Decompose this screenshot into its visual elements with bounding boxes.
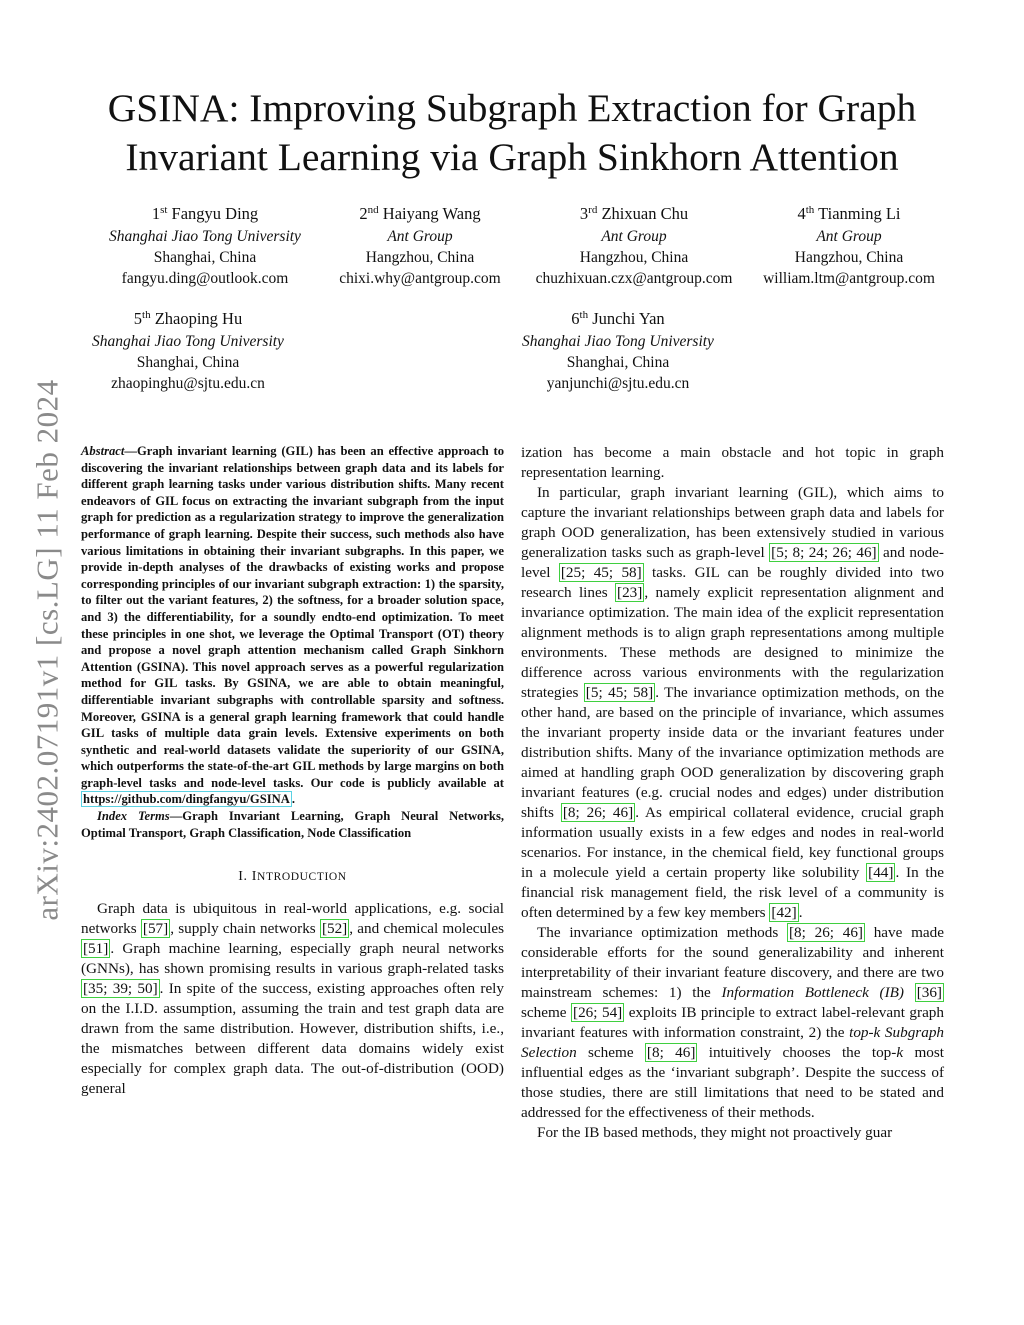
author-location: Shanghai, China (136, 354, 240, 371)
author-location: Hangzhou, China (365, 249, 475, 266)
right-column (521, 443, 944, 1143)
citation-link[interactable]: [35; 39; 50] (83, 980, 158, 998)
author-location: Shanghai, China (153, 249, 257, 266)
abstract-label: Abstract (81, 444, 125, 458)
citation-link[interactable]: [5; 45; 58] (585, 684, 654, 701)
intro-paragraph-2: In particular, graph invariant learning (GIL), which aims to capture the invariant relationships between graph data and labels for graph OOD generalization, has been extensively studied in various generalization tasks such as graph-level [5; 8; 24; 26; 46] and node-level [25; 45; 58] tasks. GIL can be roughly divided into two research lines [23] , namely explicit representation alignment and invariance optimization. The main idea of the explicit representation alignment methods is to align graph representations among multiple environments. These methods are designed to minimize the difference across various environments with the regularization strategies [5; 45; 58] . The invariance optimization methods, on the other hand, are based on the principle of invariance, which assumes the invariant property inside data or the invariant features under distribution shifts. Many of the invariance optimization methods are aimed at handling graph OOD generalization by discovering graph invariant features (e.g. crucial nodes and edges) under distribution shifts [8; 26; 46] . As empirical collateral evidence, crucial graph information usually exists in a few edges and nodes in real-world scenarios. For instance, in the chemical field, key functional groups in a molecule yield a certain property like solubility [44] . In the financial risk management field, the risk level of a community is often determined by a few key members [42] . (521, 484, 945, 921)
author-email: fangyu.ding@outlook.com (121, 270, 289, 287)
section-heading: I. INTRODUCTION (238, 869, 347, 885)
author-block-2 (339, 203, 501, 289)
author-email: chuzhixuan.czx@antgroup.com (535, 270, 733, 287)
citation-link[interactable]: [36] (916, 984, 942, 1001)
citation-link[interactable]: [5; 8; 24; 26; 46] (771, 544, 877, 561)
citation-link[interactable]: [8; 26; 46] (789, 924, 863, 941)
citation-link[interactable]: [42] (771, 904, 797, 921)
author-block-4 (763, 203, 935, 289)
author-affiliation: Shanghai Jiao Tong University (92, 333, 284, 350)
citation-link[interactable]: [26; 54] (573, 1004, 623, 1021)
abstract-text: —Graph invariant learning (GIL) has been an effective approach to discovering the invariant relationships between graph data and its labels for different graph learning tasks under various distribution shifts. Many recent endeavors of GIL focus on extracting the invariant subgraph from the input graph for prediction as a regularization strategy to improve the generalization performance of graph learning. Despite their success, such methods also have various limitations in obtaining their invariant subgraphs. In this paper, we provide in-depth analyses of the drawbacks of existing works and propose corresponding principles of our invariant subgraph extraction: 1) the sparsity, to filter out the variant features, 2) the softness, for a broader solution space, and 3) the differentiability, for a soundly endto-end optimization. To meet these principles in one shot, we leverage the Optimal Transport (OT) theory and propose a novel graph attention mechanism called Graph Sinkhorn Attention (GSINA). This novel approach serves as a powerful regularization method for GIL tasks. By GSINA, we are able to obtain meaningful, differentiable invariant subgraphs with controllable sparsity and softness. Moreover, GSINA is a general graph learning framework that could handle GIL tasks of multiple data grain levels. Extensive experiments on both synthetic and real-world datasets validate the superiority of our GSINA, which outperforms the state-of-the-art GIL methods by large margins on both graph-level tasks and node-level tasks. Our code is publicly available at (81, 444, 504, 790)
intro-paragraph-4: For the IB based methods, they might not proactively guar (537, 1124, 893, 1141)
author-affiliation: Shanghai Jiao Tong University (109, 228, 301, 245)
author-affiliation: Ant Group (601, 228, 667, 245)
abstract: Abstract—Graph invariant learning (GIL) has been an effective approach to discovering the invariant relationships between graph data and its labels for different graph learning tasks under various distribution shifts. Many recent endeavors of GIL focus on extracting the invariant subgraph from the input graph for prediction as a regularization strategy to improve the generalization performance of graph learning. Despite their success, such methods also have various limitations in obtaining their invariant subgraphs. In this paper, we provide in-depth analyses of the drawbacks of existing works and propose corresponding principles of our invariant subgraph extraction: 1) the sparsity, to filter out the variant features, 2) the softness, for a broader solution space, and 3) the differentiability, for a soundly endto-end optimization. To meet these principles in one shot, we leverage the Optimal Transport (OT) theory and propose a novel graph attention mechanism called Graph Sinkhorn Attention (GSINA). This novel approach serves as a powerful regularization method for GIL tasks. By GSINA, we are able to obtain meaningful, differentiable invariant subgraphs with controllable sparsity and softness. Moreover, GSINA is a general graph learning framework that could handle GIL tasks of multiple data grain levels. Extensive experiments on both synthetic and real-world datasets validate the superiority of our GSINA, which outperforms the state-of-the-art GIL methods by large margins on both graph-level tasks and node-level tasks. Our code is publicly available at https://github.com/dingfangyu/GSINA . (81, 444, 504, 807)
author-location: Shanghai, China (566, 354, 670, 371)
code-link[interactable]: https://github.com/dingfangyu/GSINA (83, 792, 290, 807)
citation-link[interactable]: [52] (321, 920, 348, 938)
author-name: 6th Junchi Yan (571, 309, 665, 328)
intro-paragraph-1: Graph data is ubiquitous in real-world applications, e.g. social networks [57] , supply chain networks [52] , and chemical molecules [51] . Graph machine learning, especially graph neural networks (GNNs), has shown promising results in various graph-related tasks [35; 39; 50] . In spite of the success, existing approaches often rely on the I.I.D. assumption, assuming the train and test graph data are drawn from the same distribution. However, distribution shifts, i.e., the mismatches between different data domains widely exist especially for complex graph data. The out-of-distribution (OOD) general (81, 900, 504, 1098)
author-name: 3rd Zhixuan Chu (579, 204, 689, 223)
author-email: yanjunchi@sjtu.edu.cn (546, 375, 690, 392)
citation-link[interactable]: [8; 46] (646, 1044, 696, 1061)
author-affiliation: Ant Group (816, 228, 882, 245)
author-email: zhaopinghu@sjtu.edu.cn (111, 375, 265, 392)
author-location: Hangzhou, China (579, 249, 689, 266)
citation-link[interactable]: [23] (617, 584, 643, 601)
intro-paragraph-3: The invariance optimization methods [8; 26; 46] have made considerable efforts for the sound generalizability and inherent interpretability of their invariant feature discovery, and there are two mainstream schemes: 1) the Information Bottleneck (IB) [36] scheme [26; 54] exploits IB principle to extract label-relevant graph invariant features with information constraint, 2) the top-k Subgraph Selection scheme [8; 46] intuitively chooses the top-k most influential edges as the ‘invariant subgraph’. Despite the success of those studies, there are still limitations that need to be stated and addressed for the effectiveness of their methods. (521, 924, 945, 1121)
author-name: 5th Zhaoping Hu (133, 309, 243, 328)
author-email: chixi.why@antgroup.com (339, 270, 501, 287)
citation-link[interactable]: [51] (83, 940, 109, 958)
arxiv-identifier-text: arXiv:2402.07191v1 [cs.LG] 11 Feb 2024 (30, 379, 65, 921)
author-email: william.ltm@antgroup.com (763, 270, 935, 287)
left-column (81, 443, 504, 1099)
index-terms-label: Index Terms (97, 809, 170, 824)
citation-link[interactable]: [57] (142, 920, 169, 938)
arxiv-identifier-stamp (28, 355, 68, 945)
author-affiliation: Shanghai Jiao Tong University (522, 333, 714, 350)
author-name: 1st Fangyu Ding (151, 204, 259, 223)
index-terms (81, 808, 504, 841)
citation-link[interactable]: [44] (868, 864, 894, 881)
intro-paragraph-1-continued: ization has become a main obstacle and hot topic in graph representation learning. (521, 444, 944, 481)
author-location: Hangzhou, China (794, 249, 904, 266)
author-block-5 (92, 308, 284, 394)
author-name: 4th Tianming Li (797, 204, 901, 223)
citation-link[interactable]: [25; 45; 58] (560, 564, 642, 581)
author-block-1 (109, 203, 301, 289)
author-block-3 (536, 203, 733, 289)
citation-link[interactable]: [8; 26; 46] (562, 804, 634, 821)
paper-title: GSINA: Improving Subgraph Extraction for Graph Invariant Learning via Graph Sinkhorn Attention (107, 86, 917, 179)
index-terms-text: —Graph Invariant Learning, Graph Neural Networks, Optimal Transport, Graph Classification, Node Classification (81, 809, 504, 840)
author-name: 2nd Haiyang Wang (359, 204, 481, 223)
author-affiliation: Ant Group (387, 228, 453, 245)
author-block-6 (522, 308, 714, 394)
